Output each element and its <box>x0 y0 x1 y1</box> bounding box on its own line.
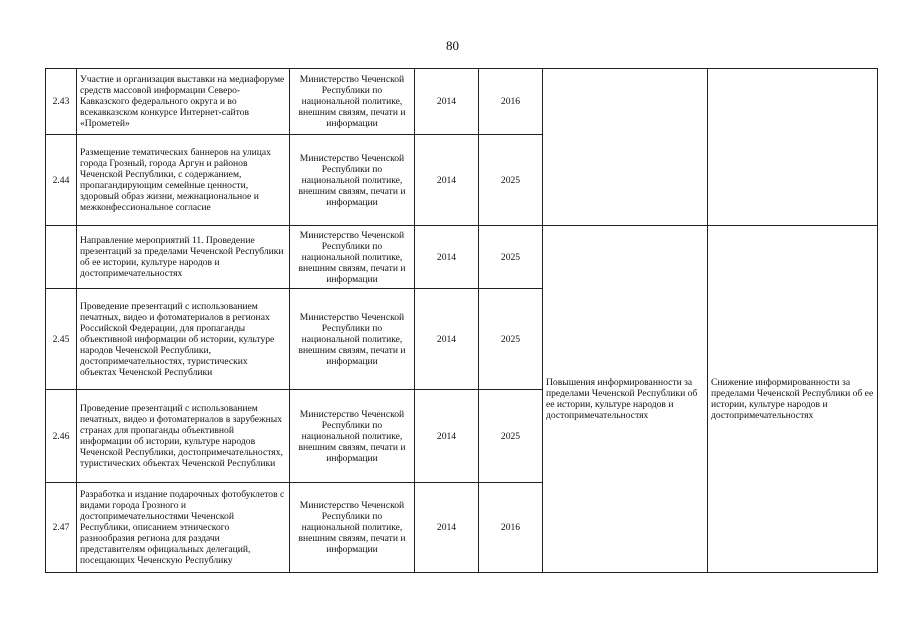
executor-cell: Министерство Чеченской Республики по национальной политике, внешним связям, печати и информации <box>290 226 415 289</box>
end-year: 2016 <box>479 483 543 573</box>
row-number: 2.43 <box>46 69 77 135</box>
start-year: 2014 <box>415 390 479 483</box>
end-year: 2025 <box>479 390 543 483</box>
end-year: 2016 <box>479 69 543 135</box>
row-number: 2.47 <box>46 483 77 573</box>
end-year: 2025 <box>479 226 543 289</box>
executor-cell: Министерство Чеченской Республики по национальной политике, внешним связям, печати и информации <box>290 135 415 226</box>
executor-cell: Министерство Чеченской Республики по национальной политике, внешним связям, печати и информации <box>290 390 415 483</box>
row-number: 2.45 <box>46 289 77 390</box>
start-year: 2014 <box>415 289 479 390</box>
executor-cell: Министерство Чеченской Республики по национальной политике, внешним связям, печати и информации <box>290 289 415 390</box>
table-row <box>46 69 878 135</box>
executor-cell: Министерство Чеченской Республики по национальной политике, внешним связям, печати и информации <box>290 483 415 573</box>
measure-name: Разработка и издание подарочных фотобуклетов с видами города Грозного и достопримечательностями Чеченской Республики, описанием этнического разнообразия региона для раздачи представителям официальных делегаций, посещающих Чеченскую Республику <box>77 483 290 573</box>
start-year: 2014 <box>415 135 479 226</box>
direction-name: Направление мероприятий 11. Проведение презентаций за пределами Чеченской Республики об ее истории, культуре народов и достопримечательностях <box>77 226 290 289</box>
end-year: 2025 <box>479 135 543 226</box>
page-number: 80 <box>446 38 459 53</box>
row-number: 2.46 <box>46 390 77 483</box>
start-year: 2014 <box>415 226 479 289</box>
effect-cell-empty <box>543 69 708 226</box>
measure-name: Проведение презентаций с использованием печатных, видео и фотоматериалов в регионах Российской Федерации, для пропаганды объективной информации об истории, культуре народов Чеченской Республики, достопримечательностях, туристических объектах Чеченской Республики <box>77 289 290 390</box>
measures-table <box>45 68 878 573</box>
row-number: 2.44 <box>46 135 77 226</box>
measure-name: Участие и организация выставки на медиафоруме средств массовой информации Северо-Кавказского федерального округа и во всекавказском конкурсе Интернет-сайтов «Прометей» <box>77 69 290 135</box>
start-year: 2014 <box>415 69 479 135</box>
row-number <box>46 226 77 289</box>
executor-cell: Министерство Чеченской Республики по национальной политике, внешним связям, печати и информации <box>290 69 415 135</box>
start-year: 2014 <box>415 483 479 573</box>
measure-name: Размещение тематических баннеров на улицах города Грозный, города Аргун и районов Чеченской Республики, с содержанием, пропагандирующим семейные ценности, здоровый образ жизни, межнациональное и межконфессиональное согласие <box>77 135 290 226</box>
risk-cell-empty <box>708 69 878 226</box>
end-year: 2025 <box>479 289 543 390</box>
measure-name: Проведение презентаций с использованием печатных, видео и фотоматериалов в зарубежных странах для пропаганды объективной информации об истории, культуре народов Чеченской Республики, достопримечательностях, туристических объектах Чеченской Республики <box>77 390 290 483</box>
table-row-direction <box>46 226 878 289</box>
risk-cell: Снижение информированности за пределами Чеченской Республики об ее истории, культуре народов и достопримечательностях <box>708 226 878 573</box>
expected-effect-cell: Повышения информированности за пределами Чеченской Республики об ее истории, культуре народов и достопримечательностях <box>543 226 708 573</box>
